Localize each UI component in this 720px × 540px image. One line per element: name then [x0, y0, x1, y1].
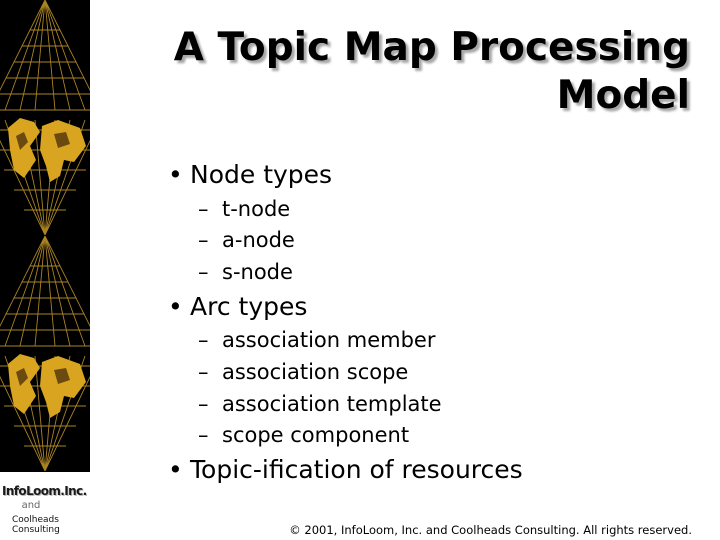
sub-item — [198, 228, 295, 252]
gold-grid-globe-image — [0, 236, 90, 471]
sub-item — [198, 392, 442, 416]
sub-item — [198, 423, 409, 447]
bullet-label: Arc types — [190, 292, 308, 321]
title-line-1: A Topic Map Processing — [173, 25, 690, 70]
title-line-2: Model — [556, 73, 690, 118]
logo-and: and — [21, 500, 41, 511]
sub-item-label: a-node — [222, 228, 295, 252]
sub-item-label: association member — [222, 328, 436, 352]
copyright-footer: © 2001, InfoLoom, Inc. and Coolheads Consulting. All rights reserved. — [289, 523, 692, 537]
sub-item-label: association template — [222, 392, 442, 416]
gold-grid-globe-image — [0, 0, 90, 235]
dash-glyph: – — [198, 228, 209, 252]
logo-name: InfoLoom.Inc. — [2, 484, 87, 498]
bullet-label: Node types — [190, 160, 333, 189]
bullet-glyph: • — [168, 455, 183, 484]
bullet-glyph: • — [168, 160, 183, 189]
logo-partner — [12, 515, 60, 535]
bullet-item — [168, 456, 523, 484]
sub-item-label: s-node — [222, 260, 293, 284]
bullet-label: Topic-ification of resources — [190, 455, 523, 484]
sub-item — [198, 260, 293, 284]
logo-partner-line2: Consulting — [12, 525, 60, 535]
dash-glyph: – — [198, 328, 209, 352]
sub-item — [198, 328, 435, 352]
sub-item-label: scope component — [222, 423, 410, 447]
sub-item — [198, 197, 290, 221]
sub-item-label: t-node — [222, 197, 291, 221]
bullet-item — [168, 161, 332, 189]
sub-item-label: association scope — [222, 360, 409, 384]
infoloom-logo — [0, 472, 90, 540]
decorative-sidebar — [0, 0, 90, 540]
dash-glyph: – — [198, 392, 209, 416]
dash-glyph: – — [198, 260, 209, 284]
bullet-glyph: • — [168, 292, 183, 321]
bullet-item — [168, 293, 307, 321]
slide-title — [130, 24, 690, 120]
dash-glyph: – — [198, 423, 209, 447]
dash-glyph: – — [198, 197, 209, 221]
sub-item — [198, 360, 408, 384]
dash-glyph: – — [198, 360, 209, 384]
logo-partner-line1: Coolheads — [12, 515, 59, 525]
